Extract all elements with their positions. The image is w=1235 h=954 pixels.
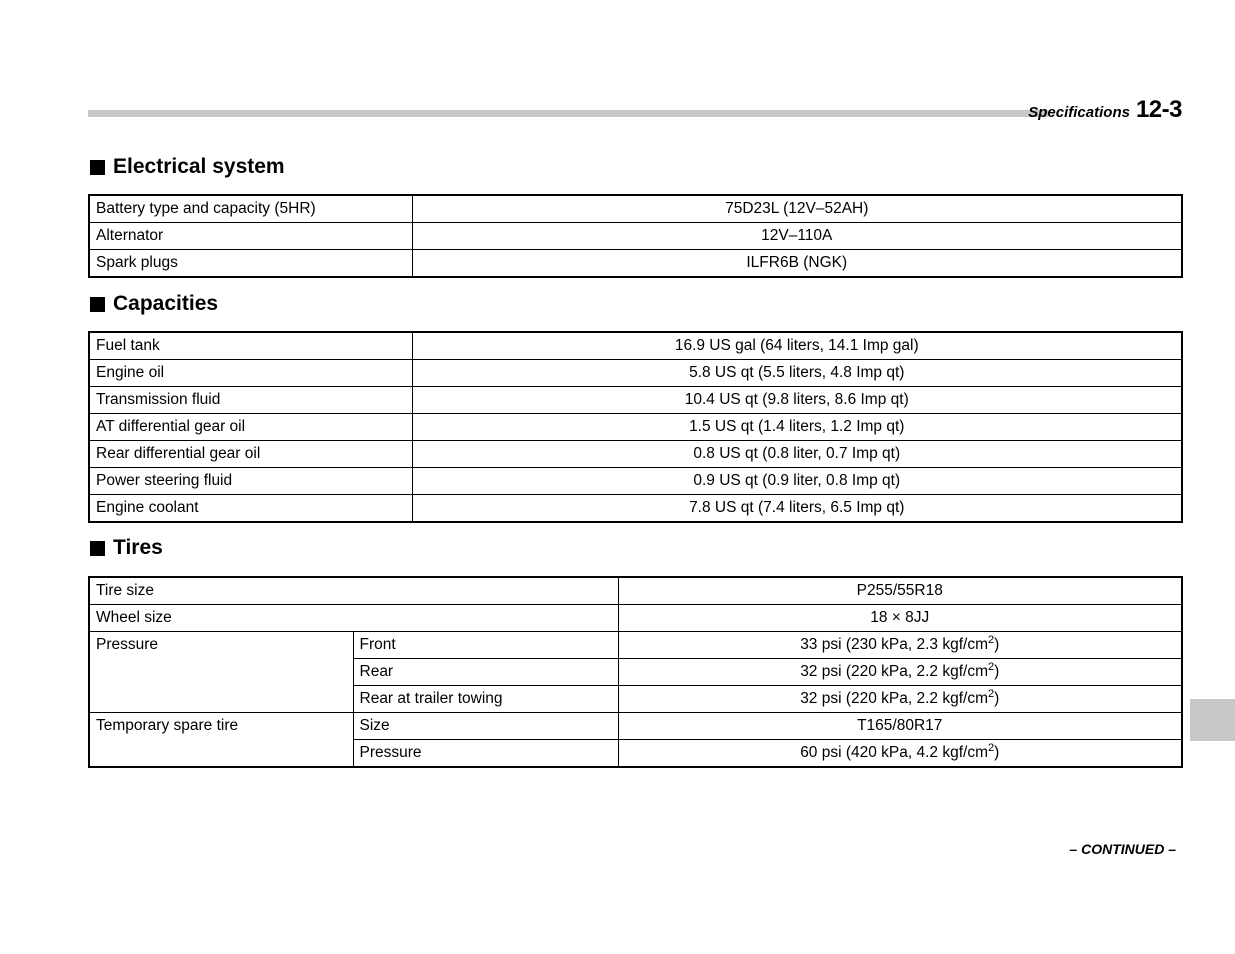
table-row — [89, 577, 1182, 605]
row-label: Tire size — [89, 577, 618, 605]
row-value: 1.5 US qt (1.4 liters, 1.2 Imp qt) — [412, 414, 1182, 441]
table-row — [89, 495, 1182, 523]
row-sublabel: Rear at trailer towing — [353, 686, 618, 713]
row-label: Engine coolant — [89, 495, 412, 523]
electrical-heading-text: Electrical system — [113, 155, 285, 178]
row-value: 0.8 US qt (0.8 liter, 0.7 Imp qt) — [412, 441, 1182, 468]
chapter-tab — [1190, 699, 1235, 741]
row-sublabel: Rear — [353, 659, 618, 686]
black-square-icon — [90, 160, 105, 175]
table-row — [89, 360, 1182, 387]
table-row — [89, 414, 1182, 441]
row-value: T165/80R17 — [618, 713, 1182, 740]
tires-table — [88, 576, 1183, 768]
black-square-icon — [90, 541, 105, 556]
capacities-heading-text: Capacities — [113, 292, 219, 315]
row-label: Battery type and capacity (5HR) — [89, 195, 412, 223]
continued-note: – CONTINUED – — [1069, 841, 1176, 857]
table-row — [89, 195, 1182, 223]
row-sublabel: Pressure — [353, 740, 618, 768]
table-row — [89, 468, 1182, 495]
row-label: Transmission fluid — [89, 387, 412, 414]
table-row — [89, 605, 1182, 632]
row-value: 32 psi (220 kPa, 2.2 kgf/$cm^2$) — [618, 659, 1182, 686]
row-label: Engine oil — [89, 360, 412, 387]
tires-heading — [90, 536, 163, 560]
header-section-title: Specifications — [1028, 104, 1130, 121]
capacities-heading — [90, 292, 218, 316]
row-label: Alternator — [89, 223, 412, 250]
page-number: 12-3 — [1135, 96, 1182, 123]
table-row — [89, 332, 1182, 360]
row-value: 10.4 US qt (9.8 liters, 8.6 Imp qt) — [412, 387, 1182, 414]
row-label: AT differential gear oil — [89, 414, 412, 441]
table-row — [89, 713, 1182, 740]
row-value: 75D23L (12V–52AH) — [412, 195, 1182, 223]
tires-heading-text: Tires — [113, 536, 163, 559]
table-row — [89, 250, 1182, 278]
row-label: Fuel tank — [89, 332, 412, 360]
header-rule — [88, 110, 1048, 117]
row-sublabel: Size — [353, 713, 618, 740]
row-value: P255/55R18 — [618, 577, 1182, 605]
row-value: 16.9 US gal (64 liters, 14.1 Imp gal) — [412, 332, 1182, 360]
capacities-table — [88, 331, 1183, 523]
electrical-heading — [90, 155, 285, 179]
row-label: Wheel size — [89, 605, 618, 632]
row-label: Rear differential gear oil — [89, 441, 412, 468]
row-value: 0.9 US qt (0.9 liter, 0.8 Imp qt) — [412, 468, 1182, 495]
electrical-table — [88, 194, 1183, 278]
row-value: ILFR6B (NGK) — [412, 250, 1182, 278]
page-header — [1028, 96, 1182, 124]
spare-group-label: Temporary spare tire — [89, 713, 353, 768]
pressure-group-label: Pressure — [89, 632, 353, 713]
row-value: 12V–110A — [412, 223, 1182, 250]
row-label: Spark plugs — [89, 250, 412, 278]
table-row — [89, 441, 1182, 468]
row-label: Power steering fluid — [89, 468, 412, 495]
row-value: 5.8 US qt (5.5 liters, 4.8 Imp qt) — [412, 360, 1182, 387]
row-value: 7.8 US qt (7.4 liters, 6.5 Imp qt) — [412, 495, 1182, 523]
table-row — [89, 387, 1182, 414]
row-value: 33 psi (230 kPa, 2.3 kgf/$cm^2$) — [618, 632, 1182, 659]
table-row — [89, 223, 1182, 250]
row-value: 32 psi (220 kPa, 2.2 kgf/$cm^2$) — [618, 686, 1182, 713]
row-value: 60 psi (420 kPa, 4.2 kgf/$cm^2$) — [618, 740, 1182, 768]
table-row — [89, 632, 1182, 659]
row-value: 18 × 8JJ — [618, 605, 1182, 632]
black-square-icon — [90, 297, 105, 312]
row-sublabel: Front — [353, 632, 618, 659]
